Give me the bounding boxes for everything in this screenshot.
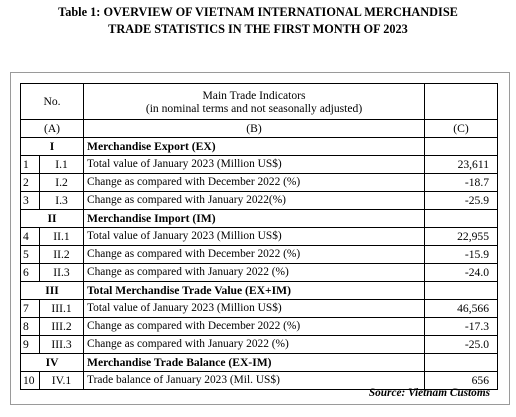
section-row <box>21 138 498 156</box>
indicator-code: III.2 <box>40 318 84 336</box>
indicator-value: -18.7 <box>425 174 498 192</box>
section-row <box>21 354 498 372</box>
indicator-value: 46,566 <box>425 300 498 318</box>
section-title: Merchandise Export (EX) <box>84 138 425 156</box>
row-number: 4 <box>21 228 40 246</box>
table-row <box>21 246 498 264</box>
table-row <box>21 318 498 336</box>
row-number: 9 <box>21 336 40 354</box>
row-number: 8 <box>21 318 40 336</box>
title-line-2: TRADE STATISTICS IN THE FIRST MONTH OF 2023 <box>108 22 408 36</box>
indicator-value: -25.0 <box>425 336 498 354</box>
section-code: II <box>21 210 84 228</box>
section-row <box>21 282 498 300</box>
indicator-value: 23,611 <box>425 156 498 174</box>
indicator-label: Change as compared with January 2022(%) <box>84 192 425 210</box>
row-number: 2 <box>21 174 40 192</box>
table-row <box>21 228 498 246</box>
indicator-value: 22,955 <box>425 228 498 246</box>
indicator-code: II.2 <box>40 246 84 264</box>
indicator-label: Change as compared with December 2022 (%) <box>84 174 425 192</box>
header-no: No. <box>21 84 84 120</box>
section-value-blank <box>425 138 498 156</box>
section-title: Merchandise Trade Balance (EX-IM) <box>84 354 425 372</box>
indicator-label: Change as compared with January 2022 (%) <box>84 264 425 282</box>
column-letter-row <box>21 120 498 138</box>
section-title: Total Merchandise Trade Value (EX+IM) <box>84 282 425 300</box>
section-row <box>21 210 498 228</box>
section-value-blank <box>425 282 498 300</box>
row-number: 5 <box>21 246 40 264</box>
column-b: (B) <box>84 120 425 138</box>
header-row <box>21 84 498 120</box>
row-number: 7 <box>21 300 40 318</box>
section-code: IV <box>21 354 84 372</box>
table-row <box>21 264 498 282</box>
indicator-value: -15.9 <box>425 246 498 264</box>
indicator-label: Change as compared with December 2022 (%) <box>84 246 425 264</box>
indicator-value: -25.9 <box>425 192 498 210</box>
indicator-label: Change as compared with December 2022 (%) <box>84 318 425 336</box>
section-value-blank <box>425 210 498 228</box>
table-row <box>21 174 498 192</box>
indicator-value: 656 <box>425 372 498 390</box>
indicator-code: I.3 <box>40 192 84 210</box>
indicator-code: I.2 <box>40 174 84 192</box>
indicator-code: III.3 <box>40 336 84 354</box>
title-line-1: Table 1: OVERVIEW OF VIETNAM INTERNATIONAL MERCHANDISE <box>58 5 458 19</box>
section-title: Merchandise Import (IM) <box>84 210 425 228</box>
indicator-label: Total value of January 2023 (Million US$) <box>84 228 425 246</box>
section-code: III <box>21 282 84 300</box>
header-indicators-note: (in nominal terms and not seasonally adjusted) <box>145 101 363 115</box>
table-row <box>21 156 498 174</box>
header-indicators <box>84 84 425 120</box>
indicator-code: II.3 <box>40 264 84 282</box>
indicator-label: Trade balance of January 2023 (Mil. US$) <box>84 372 425 390</box>
source-note: Source: Vietnam Customs <box>368 387 490 399</box>
table-title <box>0 4 516 38</box>
column-a: (A) <box>21 120 84 138</box>
indicator-code: III.1 <box>40 300 84 318</box>
column-c: (C) <box>425 120 498 138</box>
header-value-blank <box>425 84 498 120</box>
section-code: I <box>21 138 84 156</box>
indicator-value: -17.3 <box>425 318 498 336</box>
table-row <box>21 336 498 354</box>
indicator-code: II.1 <box>40 228 84 246</box>
indicator-code: IV.1 <box>40 372 84 390</box>
table-row <box>21 192 498 210</box>
row-number: 10 <box>21 372 40 390</box>
row-number: 6 <box>21 264 40 282</box>
section-value-blank <box>425 354 498 372</box>
header-indicators-title: Main Trade Indicators <box>202 88 306 102</box>
indicator-label: Change as compared with January 2022 (%) <box>84 336 425 354</box>
indicator-code: I.1 <box>40 156 84 174</box>
indicator-label: Total value of January 2023 (Million US$) <box>84 300 425 318</box>
indicator-value: -24.0 <box>425 264 498 282</box>
table-row <box>21 300 498 318</box>
indicator-label: Total value of January 2023 (Million US$) <box>84 156 425 174</box>
row-number: 1 <box>21 156 40 174</box>
row-number: 3 <box>21 192 40 210</box>
trade-statistics-table <box>20 83 498 390</box>
